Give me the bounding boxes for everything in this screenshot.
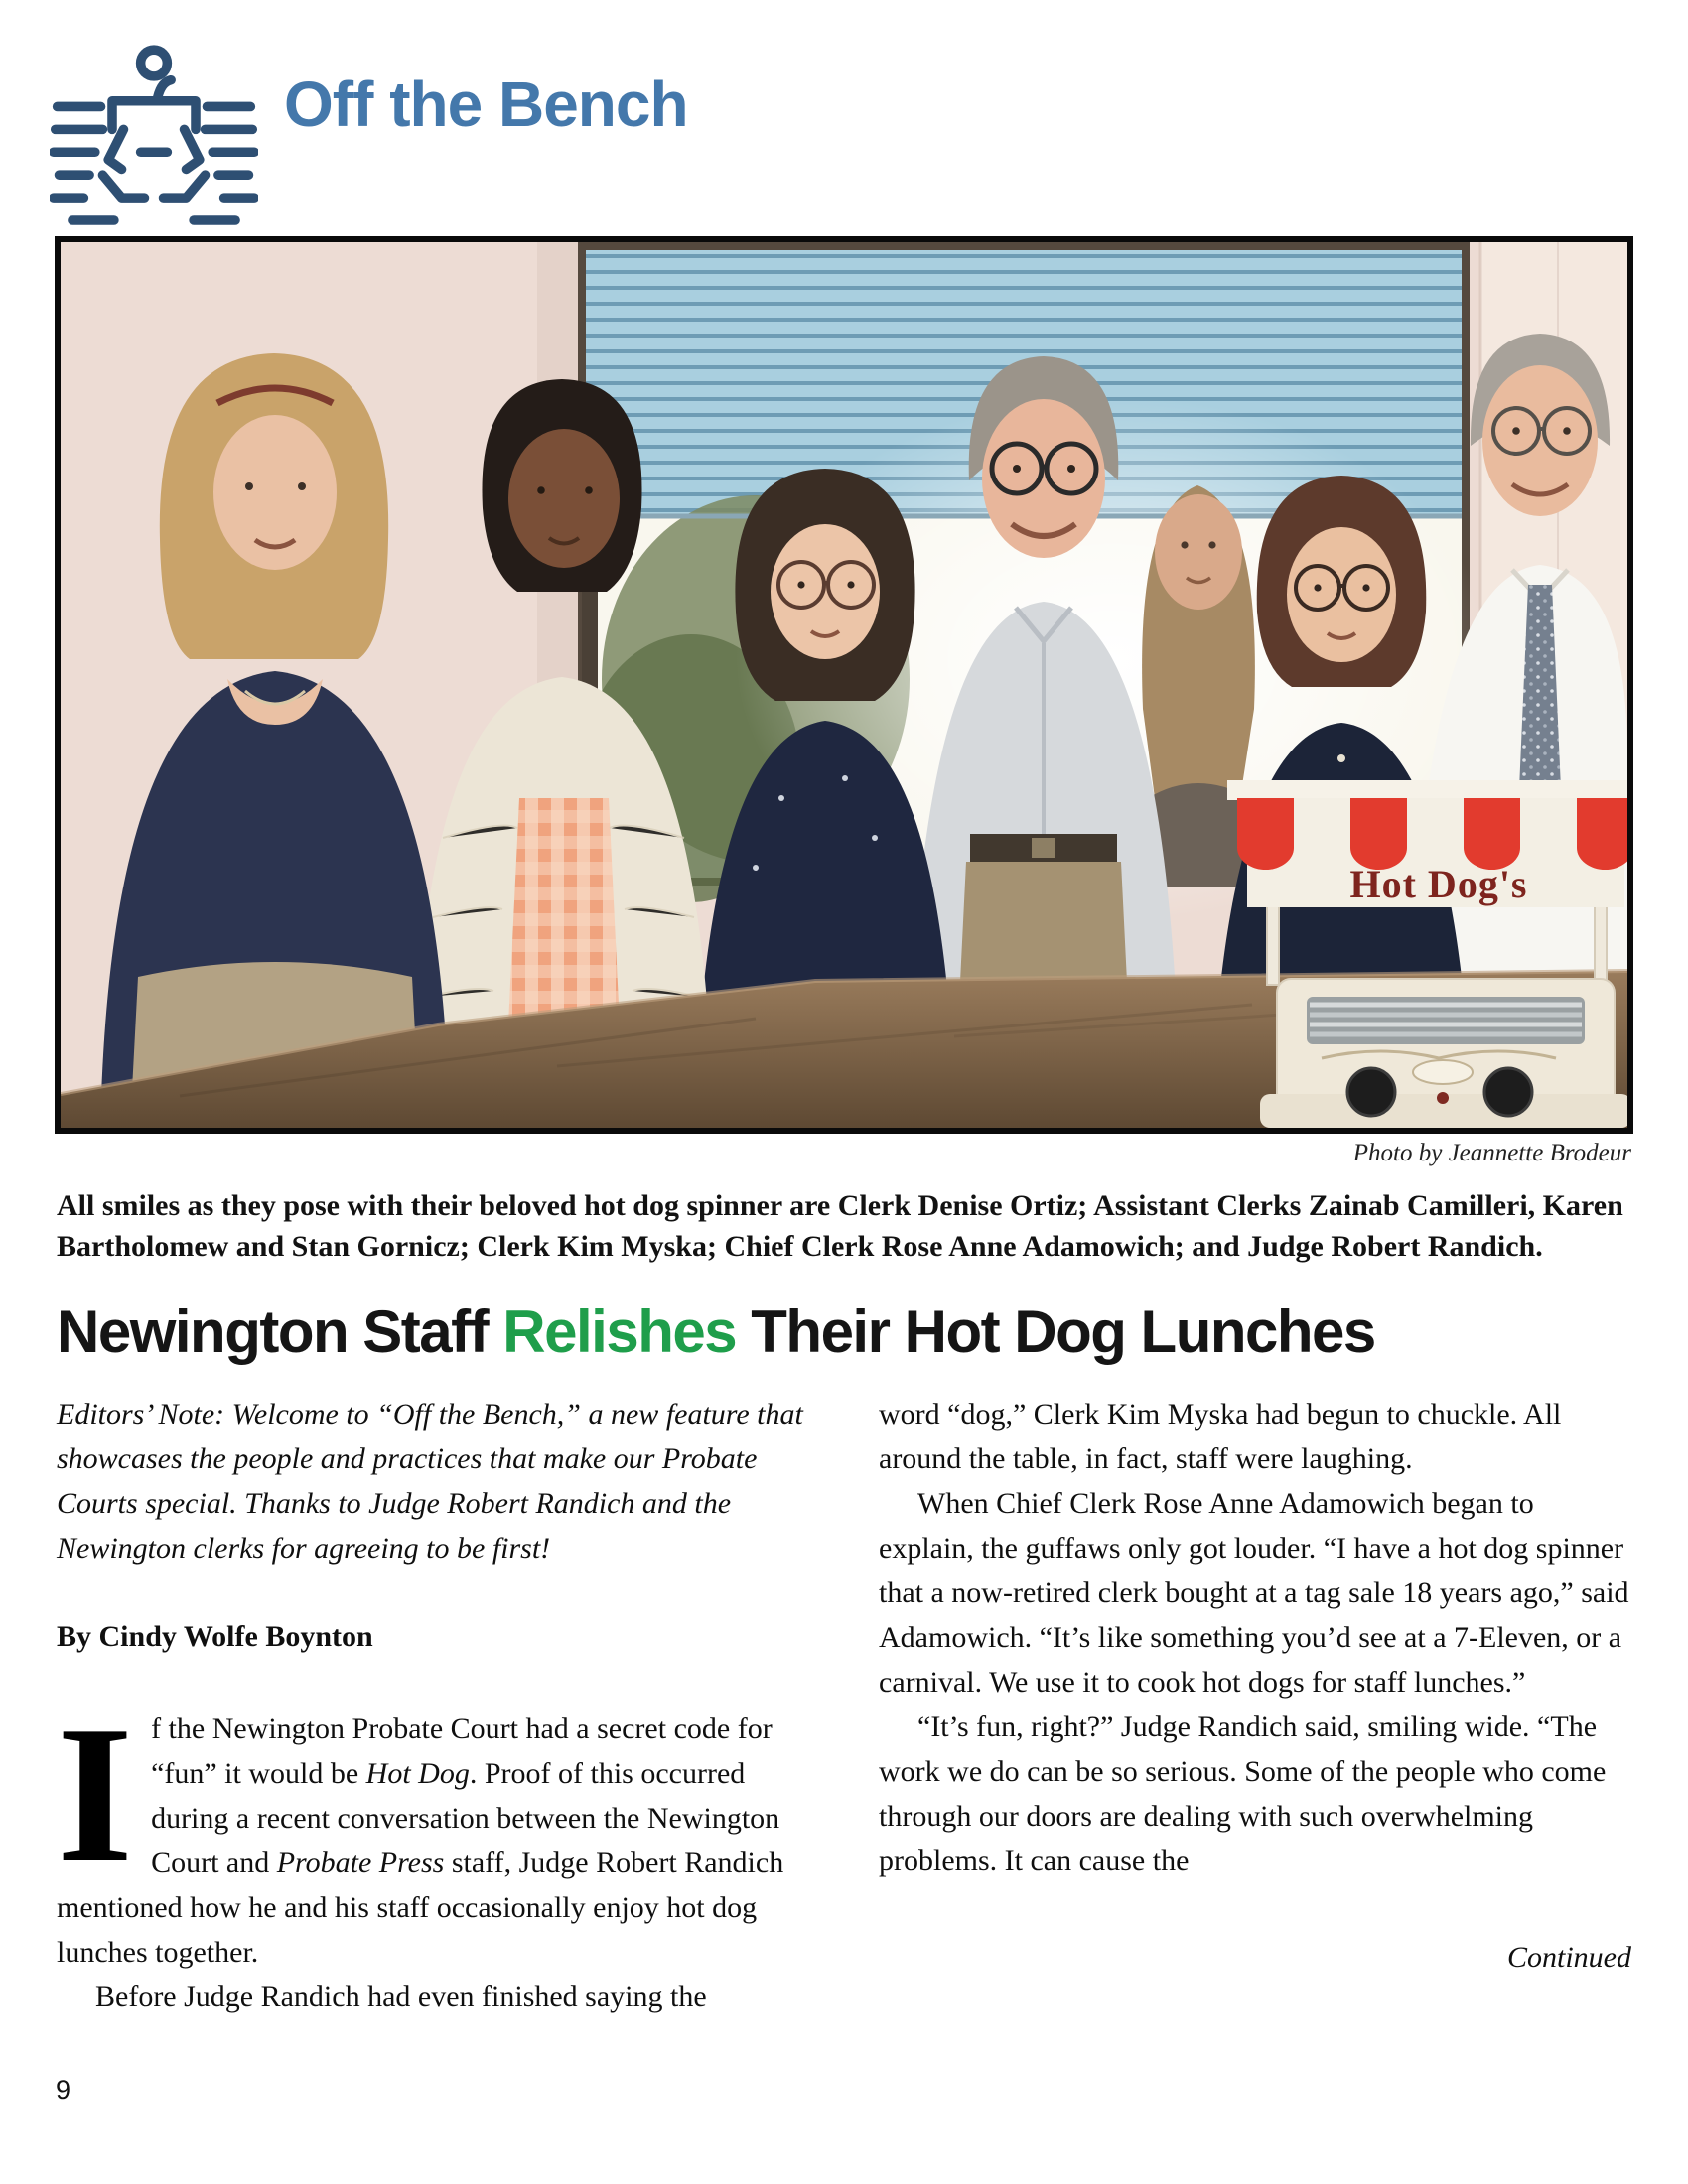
drop-cap: I <box>57 1685 134 1903</box>
paragraph-5: “It’s fun, right?” Judge Randich said, smiling wide. “The work we do can be so serious. Some of the people who come through our doors are dealing with such overwhelming problems. It can cause the <box>879 1709 1607 1877</box>
article-photo <box>55 236 1633 1134</box>
left-column <box>57 1392 809 2019</box>
hot-dogs-sign: Hot Dog's <box>1349 862 1528 906</box>
continued-marker: Continued <box>1507 1940 1631 1974</box>
headline-pre: Newington Staff <box>57 1297 503 1365</box>
paragraph-4: When Chief Clerk Rose Anne Adamowich began to explain, the guffaws only got louder. “I have a hot dog spinner that a now-retired clerk bought at a tag sale 18 years ago,” said Adamowich. “It’s like something you’d see at a 7-Eleven, or a carnival. We use it to cook hot dogs for staff lunches.” <box>879 1486 1629 1699</box>
photo-caption: All smiles as they pose with their beloved hot dog spinner are Clerk Denise Ortiz; Assistant Clerks Zainab Camilleri, Karen Bartholomew and Stan Gornicz; Clerk Kim Myska; Chief Clerk Rose Anne Adamowich; and Judge Robert Randich. <box>57 1189 1623 1264</box>
paragraph-1 <box>57 1685 809 1975</box>
page-number: 9 <box>56 2075 71 2105</box>
photo-credit: Photo by Jeannette Brodeur <box>1352 1140 1631 1166</box>
masthead <box>0 0 1688 236</box>
right-column <box>879 1392 1631 2019</box>
editors-note: Editors’ Note: Welcome to “Off the Bench,” a new feature that showcases the people and practices that make our Probate Courts special. Thanks to Judge Robert Randich and the Newington clerks for agreeing to be first! <box>57 1397 803 1565</box>
paragraph-2: Before Judge Randich had even finished saying the <box>95 1979 707 2013</box>
article-body <box>57 1392 1631 2019</box>
headline-highlight: Relishes <box>502 1297 737 1365</box>
headline-post: Their Hot Dog Lunches <box>736 1297 1375 1365</box>
paragraph-1-text: f the Newington Probate Court had a secret code for “fun” it would be Hot Dog. Proof of this occurred during a recent conversation between the Newington Court and Probate Press staff, Judge Robert Randich mentioned how he and his staff occasionally enjoy hot dog lunches together. <box>57 1711 784 1969</box>
judge-bench-icon <box>50 38 258 236</box>
article-photo-scene <box>61 242 1627 1128</box>
article-headline <box>57 1297 1631 1366</box>
byline: By Cindy Wolfe Boynton <box>57 1619 373 1653</box>
page-title: Off the Bench <box>284 68 688 140</box>
paragraph-3: word “dog,” Clerk Kim Myska had begun to chuckle. All around the table, in fact, staff were laughing. <box>879 1397 1562 1475</box>
